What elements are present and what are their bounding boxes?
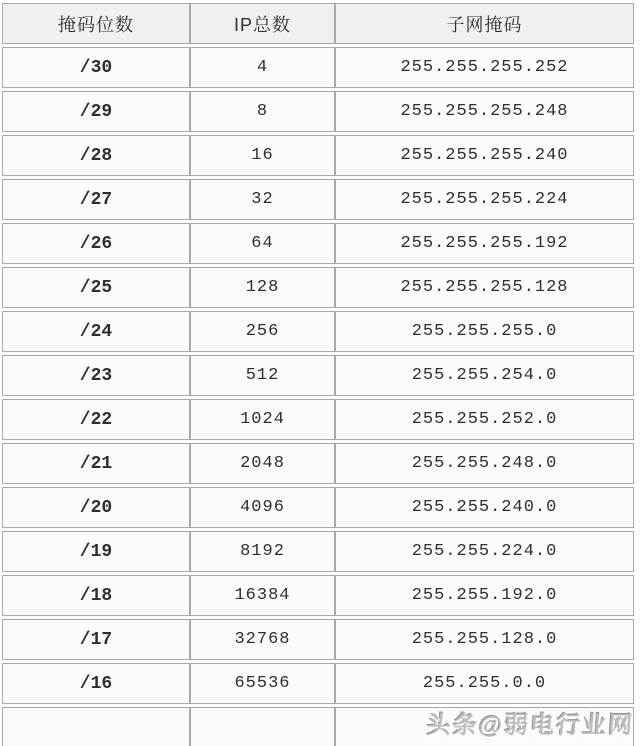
table-row [2,443,634,484]
subnet-mask-cell: 255.255.255.248 [335,91,634,132]
ip-count-cell: 8192 [190,531,335,572]
ip-count-cell: 256 [190,311,335,352]
table-row [2,619,634,660]
table-row [2,663,634,704]
subnet-mask-cell: 255.255.248.0 [335,443,634,484]
empty-cell [190,707,335,746]
subnet-mask-cell: 255.255.255.0 [335,311,634,352]
ip-count-cell: 64 [190,223,335,264]
subnet-mask-cell: 255.255.0.0 [335,663,634,704]
subnet-mask-cell: 255.255.255.240 [335,135,634,176]
ip-count-cell: 4 [190,47,335,88]
subnet-mask-cell: 255.255.128.0 [335,619,634,660]
watermark-text: 头条@弱电行业网 [425,712,635,739]
mask-bits-cell: /19 [2,531,190,572]
mask-bits-cell: /22 [2,399,190,440]
column-header-mask-bits: 掩码位数 [2,3,190,44]
table-row [2,575,634,616]
subnet-mask-cell: 255.255.192.0 [335,575,634,616]
table-row [2,91,634,132]
mask-bits-cell: /23 [2,355,190,396]
subnet-mask-cell: 255.255.224.0 [335,531,634,572]
subnet-mask-cell: 255.255.240.0 [335,487,634,528]
mask-bits-cell: /16 [2,663,190,704]
table-row [2,135,634,176]
ip-count-cell: 16384 [190,575,335,616]
mask-bits-cell: /24 [2,311,190,352]
mask-bits-cell: /29 [2,91,190,132]
column-header-subnet-mask: 子网掩码 [335,3,634,44]
subnet-mask-cell: 255.255.255.252 [335,47,634,88]
ip-count-cell: 4096 [190,487,335,528]
table-row [2,355,634,396]
table-header-row [2,3,634,44]
ip-count-cell: 32 [190,179,335,220]
table-row [2,223,634,264]
subnet-mask-cell: 255.255.254.0 [335,355,634,396]
ip-count-cell: 128 [190,267,335,308]
mask-bits-cell: /18 [2,575,190,616]
subnet-mask-cell: 255.255.255.192 [335,223,634,264]
table-row [2,399,634,440]
subnet-mask-cell: 255.255.255.224 [335,179,634,220]
mask-bits-cell: /20 [2,487,190,528]
subnet-mask-cell: 255.255.252.0 [335,399,634,440]
table-row [2,179,634,220]
empty-cell [2,707,190,746]
table-row [2,311,634,352]
mask-bits-cell: /27 [2,179,190,220]
ip-count-cell: 8 [190,91,335,132]
subnet-mask-table [2,0,634,746]
table-row [2,487,634,528]
ip-count-cell: 65536 [190,663,335,704]
table-row [2,531,634,572]
mask-bits-cell: /30 [2,47,190,88]
table-row [2,47,634,88]
ip-count-cell: 16 [190,135,335,176]
ip-count-cell: 512 [190,355,335,396]
ip-count-cell: 32768 [190,619,335,660]
table-row [2,267,634,308]
mask-bits-cell: /28 [2,135,190,176]
mask-bits-cell: /17 [2,619,190,660]
ip-count-cell: 2048 [190,443,335,484]
mask-bits-cell: /21 [2,443,190,484]
mask-bits-cell: /25 [2,267,190,308]
column-header-ip-count: IP总数 [190,3,335,44]
mask-bits-cell: /26 [2,223,190,264]
subnet-mask-cell: 255.255.255.128 [335,267,634,308]
ip-count-cell: 1024 [190,399,335,440]
